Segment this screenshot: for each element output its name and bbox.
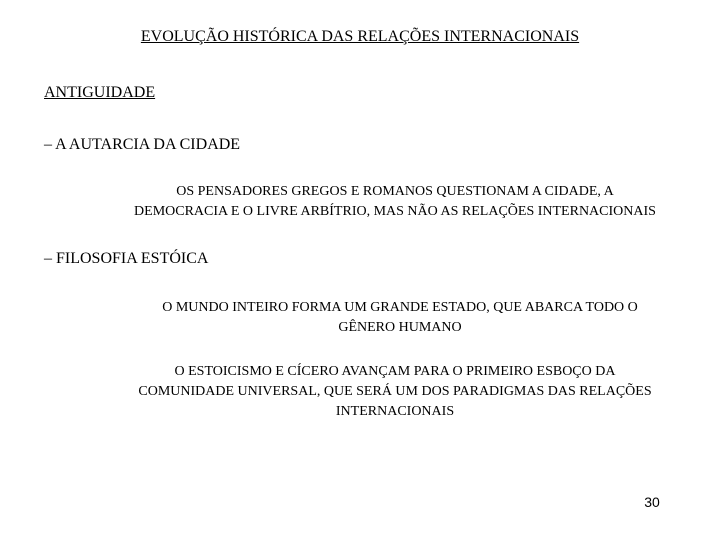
paragraph-line: COMUNIDADE UNIVERSAL, QUE SERÁ UM DOS PARADIGMAS DAS RELAÇÕES	[138, 384, 652, 399]
section-heading: ANTIGUIDADE	[44, 84, 156, 101]
paragraph-line: O ESTOICISMO E CÍCERO AVANÇAM PARA O PRIMEIRO ESBOÇO DA	[174, 364, 616, 379]
paragraph-pensadores	[70, 182, 720, 222]
paragraph-line: OS PENSADORES GREGOS E ROMANOS QUESTIONAM A CIDADE, A	[176, 184, 614, 199]
paragraph-estoicismo	[80, 362, 710, 422]
bullet-heading-autarcia: – A AUTARCIA DA CIDADE	[44, 136, 241, 153]
paragraph-mundo-inteiro	[110, 298, 690, 338]
slide-title: EVOLUÇÃO HISTÓRICA DAS RELAÇÕES INTERNACIONAIS	[140, 28, 580, 45]
paragraph-line: GÊNERO HUMANO	[338, 320, 462, 335]
paragraph-line: INTERNACIONAIS	[335, 404, 455, 419]
page-number: 30	[644, 494, 660, 510]
bullet-heading-filosofia-estoica: – FILOSOFIA ESTÓICA	[44, 250, 209, 267]
paragraph-line: O MUNDO INTEIRO FORMA UM GRANDE ESTADO, QUE ABARCA TODO O	[162, 300, 638, 315]
paragraph-line: DEMOCRACIA E O LIVRE ARBÍTRIO, MAS NÃO AS RELAÇÕES INTERNACIONAIS	[134, 204, 656, 219]
